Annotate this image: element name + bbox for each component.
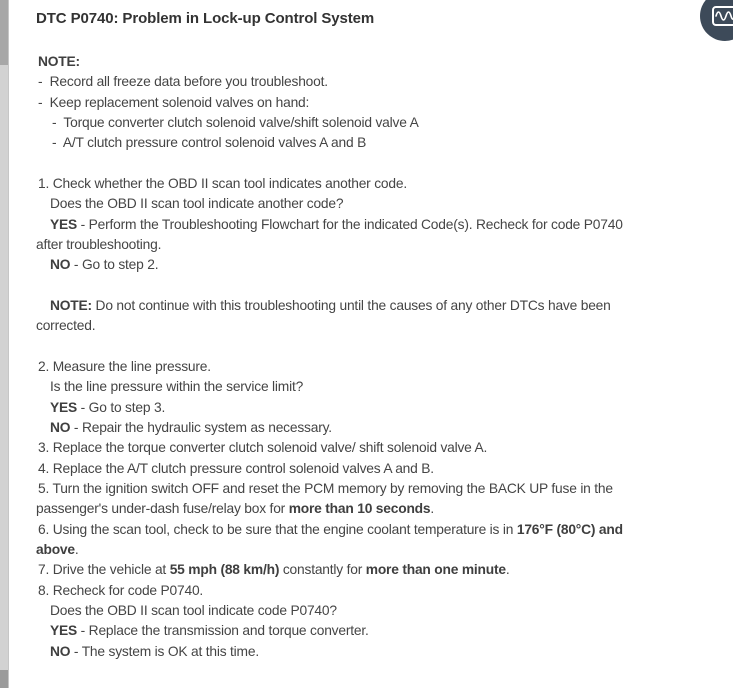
text-line	[50, 398, 733, 418]
text: 4. Replace the A/T clutch pressure control solenoid valves A and B.	[38, 460, 434, 476]
text-line	[50, 642, 733, 662]
text: - Record all freeze data before you troubleshoot.	[38, 74, 328, 90]
text: .	[430, 501, 435, 517]
text-line	[38, 459, 733, 479]
text-line	[38, 93, 733, 113]
text: - Torque converter clutch solenoid valve/shift solenoid valve A	[52, 114, 419, 130]
text-line	[50, 215, 733, 235]
blank-line	[36, 337, 733, 357]
text-line	[52, 133, 733, 153]
bold-text: more than one minute	[365, 562, 506, 578]
bold-text: YES	[50, 623, 78, 639]
text-line	[50, 601, 733, 621]
blank-line	[36, 276, 733, 296]
text-line	[38, 581, 733, 601]
text: 3. Replace the torque converter clutch solenoid valve/ shift solenoid valve A.	[38, 440, 488, 456]
text-line	[50, 194, 733, 214]
text: 5. Turn the ignition switch OFF and reset the PCM memory by removing the BACK UP fuse in the	[38, 480, 613, 496]
text: Do not continue with this troubleshooting until the causes of any other DTCs have been	[91, 297, 611, 313]
text-line	[50, 255, 733, 275]
text: .	[74, 541, 79, 557]
bold-text: above	[36, 541, 75, 557]
text-line	[50, 377, 733, 397]
text: after troubleshooting.	[36, 236, 162, 252]
bold-text: more than 10 seconds	[288, 501, 431, 517]
text: - The system is OK at this time.	[70, 643, 259, 659]
text-line	[38, 479, 733, 499]
text-line	[36, 235, 733, 255]
bold-text: NO	[50, 643, 71, 659]
text: corrected.	[36, 318, 96, 334]
text-line	[38, 52, 733, 72]
text-line	[38, 72, 733, 92]
page-title: DTC P0740: Problem in Lock-up Control System	[36, 10, 375, 27]
bold-text: 55 mph (88 km/h)	[169, 562, 280, 578]
blank-line	[36, 154, 733, 174]
text: - Replace the transmission and torque converter.	[77, 623, 369, 639]
text-line	[36, 316, 733, 336]
text: 8. Recheck for code P0740.	[38, 582, 204, 598]
bold-text: 176°F (80°C) and	[516, 521, 623, 537]
text: - A/T clutch pressure control solenoid valves A and B	[52, 135, 367, 151]
text: - Go to step 2.	[70, 257, 159, 273]
vertical-scrollbar[interactable]	[0, 0, 9, 688]
text-line	[50, 621, 733, 641]
text-line	[38, 174, 733, 194]
text: Does the OBD II scan tool indicate code P0740?	[50, 602, 337, 618]
text-line	[38, 357, 733, 377]
text-line	[36, 540, 733, 560]
bold-text: YES	[50, 399, 78, 415]
scrollbar-thumb[interactable]	[0, 0, 8, 65]
text: - Perform the Troubleshooting Flowchart for the indicated Code(s). Recheck for code P0740	[77, 216, 623, 232]
text: 2. Measure the line pressure.	[38, 358, 211, 374]
bold-text: NOTE:	[38, 54, 80, 69]
text: .	[505, 562, 510, 578]
text-line	[38, 520, 733, 540]
waveform-icon	[712, 6, 733, 26]
text-line	[38, 438, 733, 458]
text-line	[36, 499, 733, 519]
text: passenger's under-dash fuse/relay box for	[36, 501, 289, 517]
bold-text: YES	[50, 216, 78, 232]
bold-text: NOTE:	[50, 297, 92, 313]
text: - Keep replacement solenoid valves on hand:	[38, 94, 310, 110]
text-line	[50, 418, 733, 438]
text: Is the line pressure within the service limit?	[50, 379, 304, 395]
text: constantly for	[279, 562, 366, 578]
text: - Repair the hydraulic system as necessary.	[70, 419, 332, 435]
scrollbar-bottom-thumb[interactable]	[0, 670, 8, 688]
text: 1. Check whether the OBD II scan tool indicates another code.	[38, 175, 407, 191]
text-line	[52, 113, 733, 133]
text: 6. Using the scan tool, check to be sure that the engine coolant temperature is in	[38, 521, 517, 537]
document-body	[0, 52, 733, 662]
text-line	[50, 296, 733, 316]
text-line	[38, 560, 733, 580]
text: Does the OBD II scan tool indicate another code?	[50, 196, 344, 212]
text: - Go to step 3.	[77, 399, 166, 415]
bold-text: NO	[50, 257, 71, 273]
text: 7. Drive the vehicle at	[38, 562, 170, 578]
bold-text: NO	[50, 419, 71, 435]
